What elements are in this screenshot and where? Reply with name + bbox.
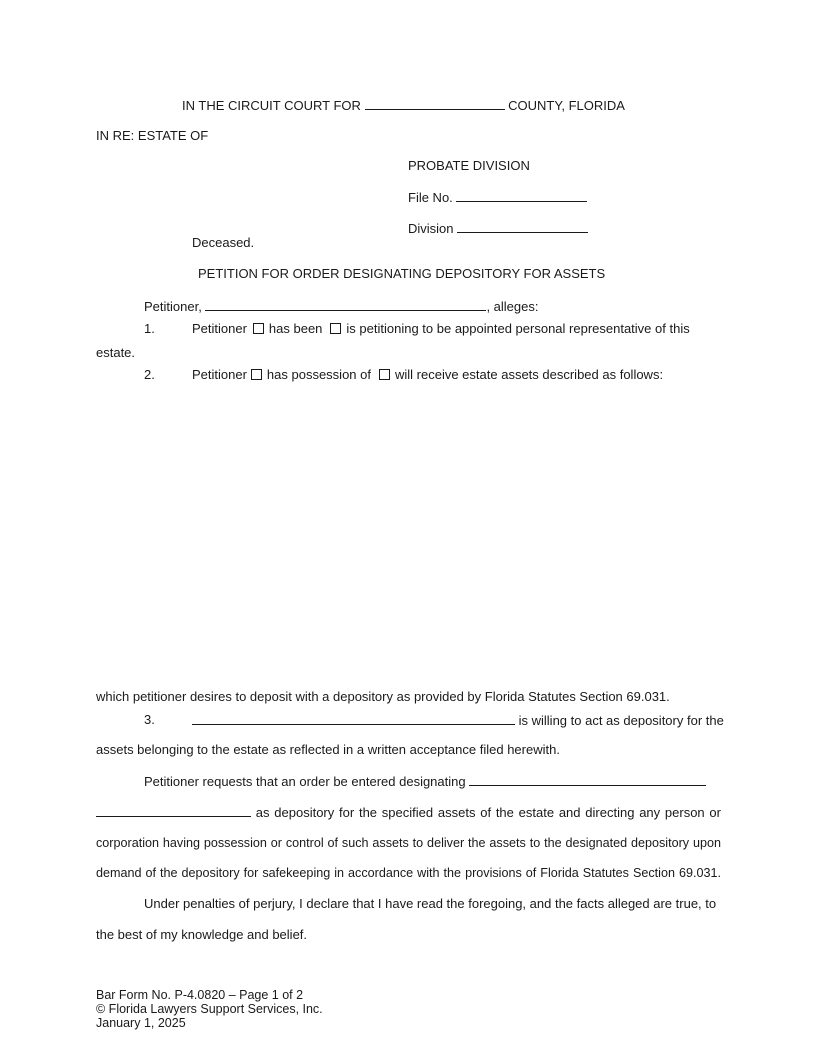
item-1 [192, 321, 690, 337]
request-line-1 [144, 773, 706, 790]
division-row [408, 220, 588, 237]
copyright: © Florida Lawyers Support Services, Inc. [96, 1002, 323, 1016]
file-no-row [408, 189, 587, 206]
perjury-line-1: Under penalties of perjury, I declare that I have read the foregoing, and the facts alleged are true, to [144, 896, 717, 911]
deceased-label: Deceased. [192, 235, 255, 250]
item-3 [192, 712, 724, 729]
item-2 [192, 367, 663, 383]
perjury-line-2: the best of my knowledge and belief. [96, 927, 308, 942]
petitioner-name-blank[interactable] [205, 298, 486, 311]
has-been-checkbox[interactable] [253, 323, 264, 334]
petitioner-intro [144, 298, 539, 315]
file-no-blank[interactable] [456, 189, 587, 202]
item-3-continuation: assets belonging to the estate as reflected in a written acceptance filed herewith. [96, 742, 560, 757]
deposit-sentence: which petitioner desires to deposit with a depository as provided by Florida Statutes Section 69.031. [96, 689, 670, 704]
probate-division-label: PROBATE DIVISION [408, 158, 530, 173]
item-3-text: is willing to act as depository for the [518, 713, 724, 728]
form-number: Bar Form No. P-4.0820 – Page 1 of 2 [96, 988, 304, 1002]
court-caption [182, 97, 625, 114]
item-2-number: 2. [144, 367, 155, 382]
file-no-label: File No. [408, 190, 453, 205]
petitioning-checkbox[interactable] [330, 323, 341, 334]
item-2-petitioner: Petitioner [192, 367, 247, 382]
designated-depository-blank-cont[interactable] [96, 804, 251, 817]
item-1-continuation: estate. [96, 345, 136, 360]
request-line-3: corporation having possession or control of such assets to deliver the assets to the designated depository upon [96, 836, 721, 850]
assets-description-area[interactable] [96, 392, 721, 682]
court-prefix: IN THE CIRCUIT COURT FOR [182, 98, 361, 113]
alleges-text: , alleges: [486, 299, 539, 314]
item-1-option-b: is petitioning to be appointed personal representative of this [346, 321, 690, 336]
request-line-2-text: as depository for the specified assets of the estate and directing any person or [255, 805, 721, 820]
county-blank[interactable] [365, 97, 505, 110]
court-suffix: COUNTY, FLORIDA [508, 98, 625, 113]
designated-depository-blank[interactable] [469, 773, 706, 786]
request-line-2 [96, 804, 721, 821]
item-2-option-a: has possession of [266, 367, 371, 382]
will-receive-checkbox[interactable] [379, 369, 390, 380]
request-text: Petitioner requests that an order be entered designating [144, 774, 466, 789]
division-blank[interactable] [457, 220, 588, 233]
item-3-number: 3. [144, 712, 155, 727]
depository-name-blank[interactable] [192, 712, 515, 725]
item-1-number: 1. [144, 321, 155, 336]
request-line-4: demand of the depository for safekeeping in accordance with the provisions of Florida Statutes Section 69.031. [96, 866, 721, 880]
in-re-label: IN RE: ESTATE OF [96, 128, 209, 143]
division-label: Division [408, 221, 454, 236]
item-1-petitioner: Petitioner [192, 321, 247, 336]
footer [96, 988, 323, 1030]
form-date: January 1, 2025 [96, 1016, 186, 1030]
item-2-option-b: will receive estate assets described as follows: [395, 367, 664, 382]
item-1-option-a: has been [268, 321, 323, 336]
petitioner-label: Petitioner, [144, 299, 202, 314]
has-possession-checkbox[interactable] [251, 369, 262, 380]
page-title: PETITION FOR ORDER DESIGNATING DEPOSITORY FOR ASSETS [198, 266, 606, 281]
